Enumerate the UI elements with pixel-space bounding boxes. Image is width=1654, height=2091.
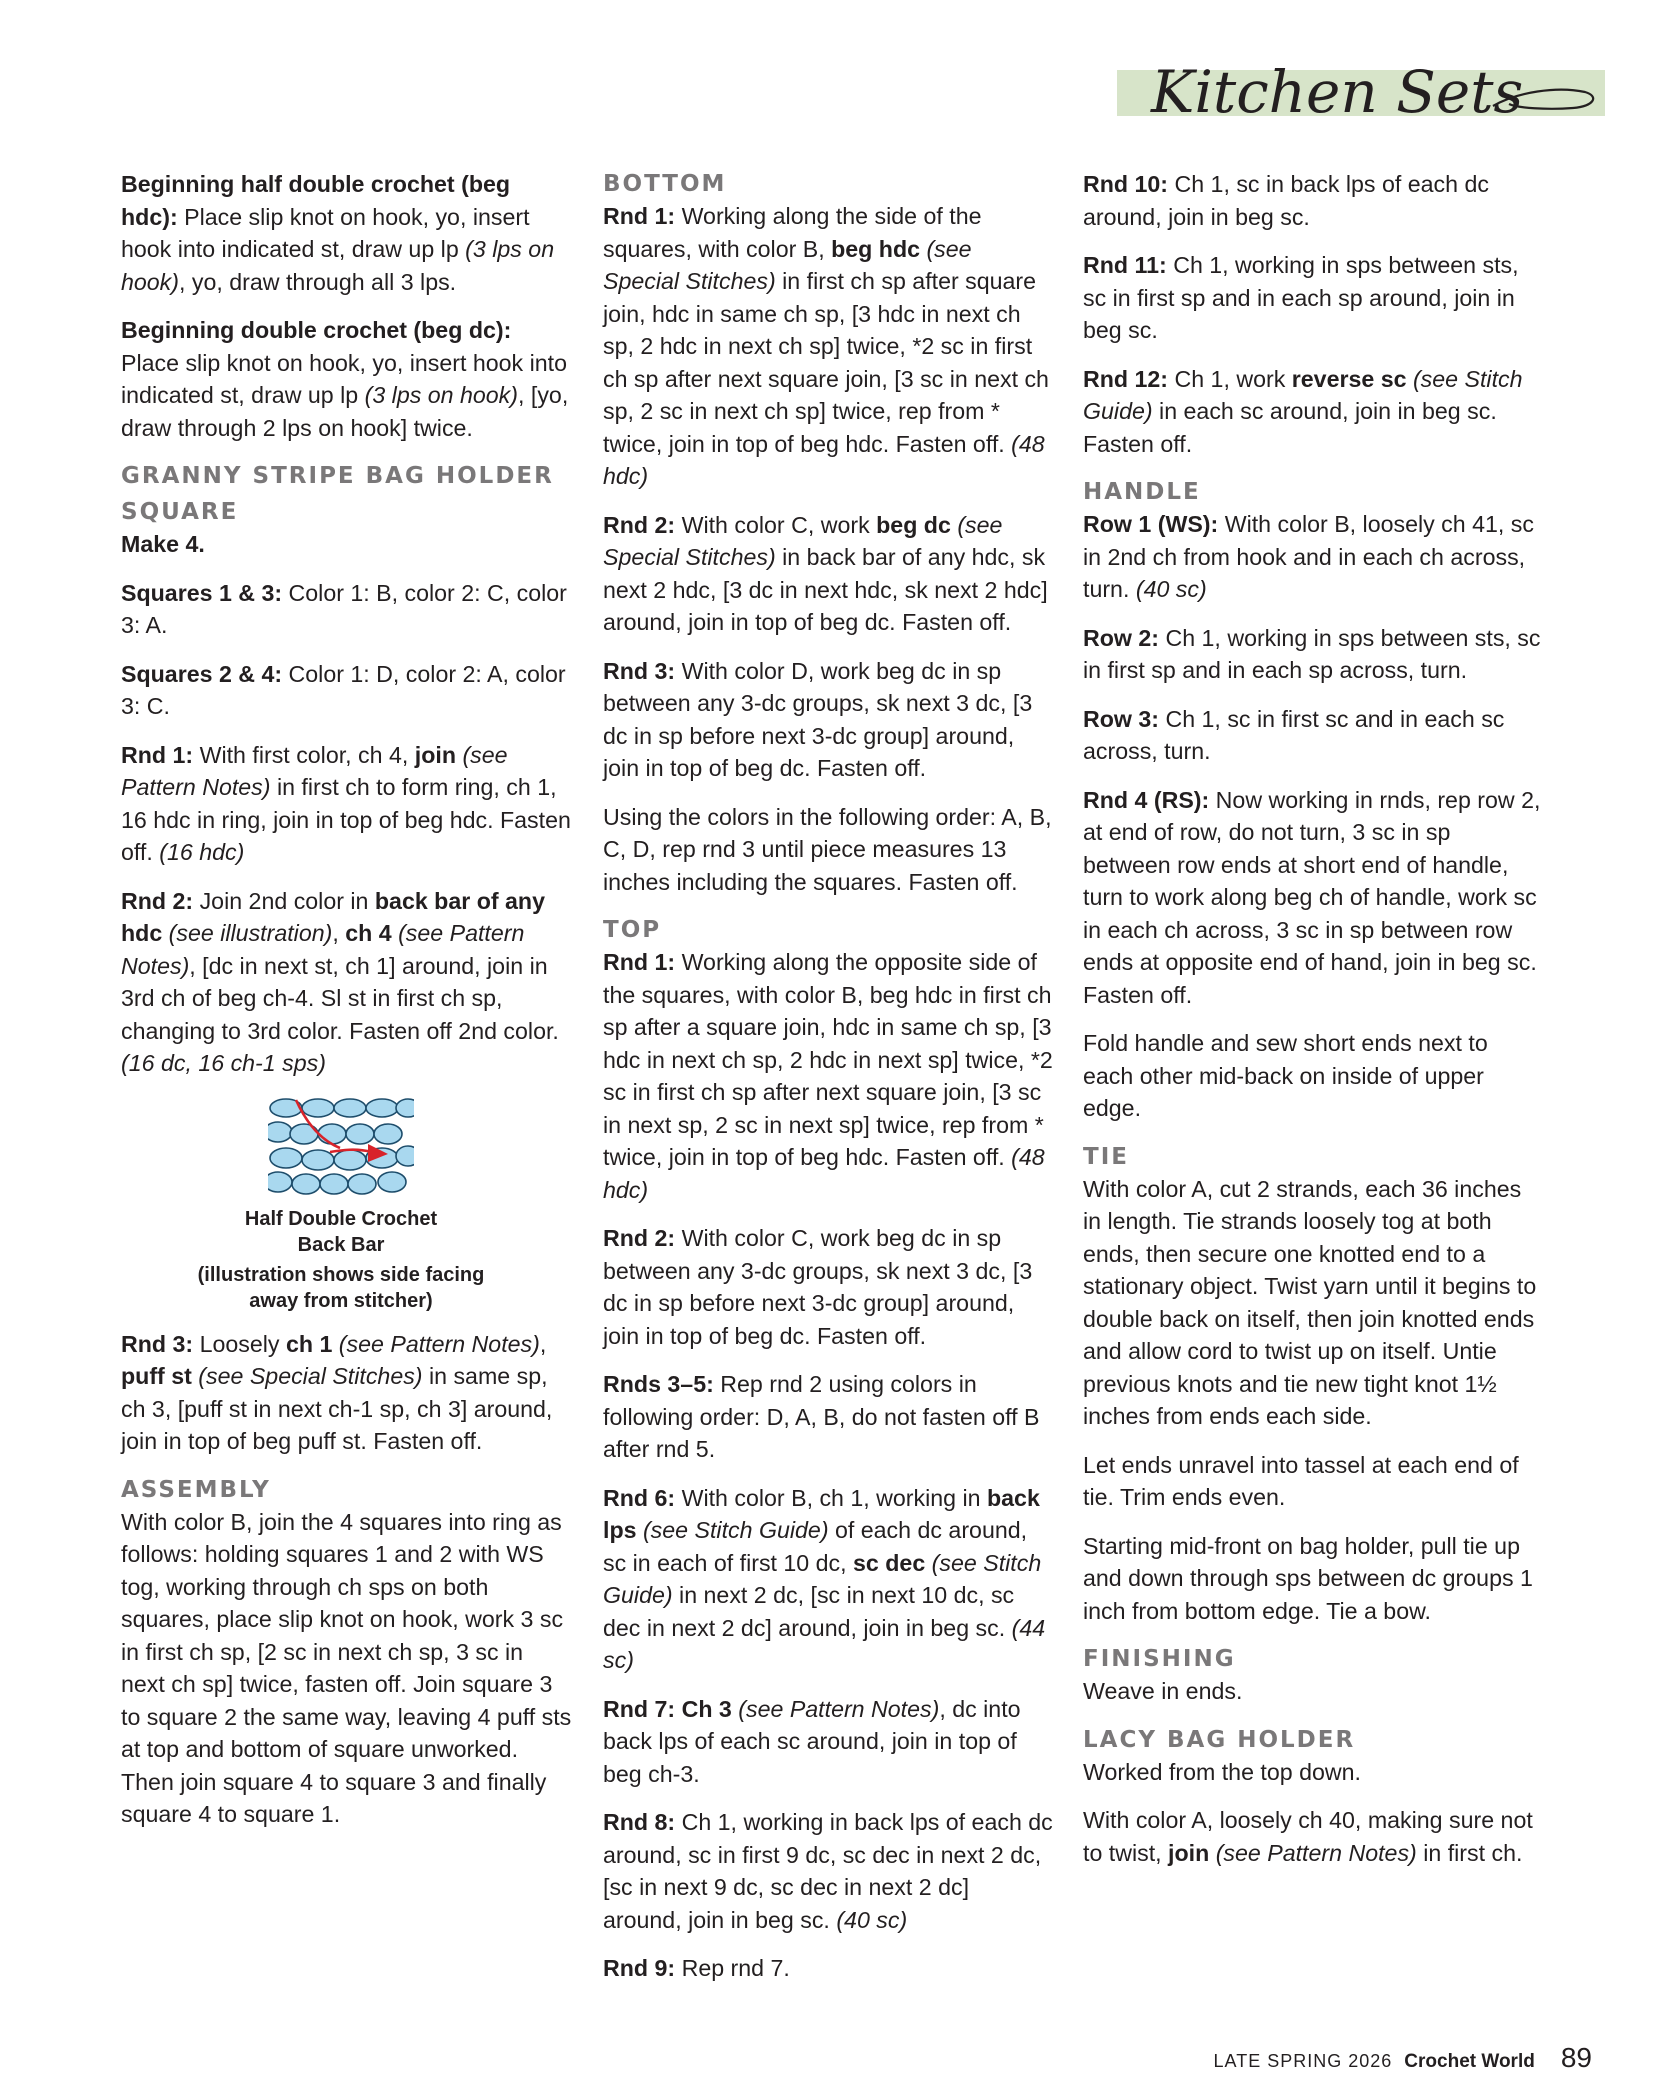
top-rnd-2: Rnd 2: With color C, work beg dc in sp between any 3-dc groups, sk next 3 dc, [3 dc in sp before next 3-dc group] around, join in top of beg dc. Fasten off. xyxy=(603,1225,1033,1349)
handle-fold: Fold handle and sew short ends next to each other mid-back on inside of upper edge. xyxy=(1083,1030,1488,1121)
paragraph-beg-hdc: Beginning half double crochet (beg hdc): Place slip knot on hook, yo, insert hook into indicated st, draw up lp (3 lps on hook), yo, draw through all 3 lps. xyxy=(121,171,555,295)
handle-row-2: Row 2: Ch 1, working in sps between sts, sc in first sp and in each sp across, turn. xyxy=(1083,624,1541,683)
squares-1-3: Squares 1 & 3: Color 1: B, color 2: C, color 3: A. xyxy=(121,579,567,638)
squares-2-4: Squares 2 & 4: Color 1: D, color 2: A, color 3: C. xyxy=(121,660,566,719)
column-3 xyxy=(1083,168,1543,1885)
handle-row-3: Row 3: Ch 1, sc in first sc and in each sc across, turn. xyxy=(1083,705,1505,764)
handle-row-1: Row 1 (WS): With color B, loosely ch 41, sc in 2nd ch from hook and in each ch across, turn. (40 sc) xyxy=(1083,511,1534,602)
tie-text: With color A, cut 2 strands, each 36 inches in length. Tie strands loosely tog at both ends, then secure one knotted end to a stationary object. Twist yarn until it begins to double back on itself, then join knotted ends and allow cord to twist up on itself. Untie previous knots and tie new tight knot 1½ inches from ends each side. xyxy=(1083,1175,1537,1429)
illustration-caption xyxy=(121,1206,561,1314)
top-rnd-1: Rnd 1: Working along the opposite side of the squares, with color B, beg hdc in first ch sp after a square join, hdc in same ch sp, [3 hdc in next ch sp, 2 hdc in next sp] twice, *2 sc in first ch sp after next square join, [3 sc in next sp, 2 sc in next sp] twice, rep from * twice, join in top of beg hdc. Fasten off. (48 hdc) xyxy=(603,949,1053,1203)
bottom-rnd-1: Rnd 1: Working along the side of the squares, with color B, beg hdc (see Special Stitches) in first ch sp after square join, hdc in same ch sp, [3 hdc in next ch sp, 2 hdc in next ch sp] twice, *2 sc in first ch sp after next square join, [3 sc in next ch sp, 2 sc in next ch sp] twice, rep from * twice, join in top of beg hdc. Fasten off. (48 hdc) xyxy=(603,203,1049,489)
paragraph-beg-dc: Beginning double crochet (beg dc): Place slip knot on hook, yo, insert hook into indicated st, draw up lp (3 lps on hook), [yo, draw through 2 lps on hook] twice. xyxy=(121,317,569,441)
stitch-illustration xyxy=(268,1092,414,1196)
assembly-text: With color B, join the 4 squares into ring as follows: holding squares 1 and 2 with WS tog, working through ch sps on both squares, place slip knot on hook, work 3 sc in first ch sp, [2 sc in next ch sp, 3 sc in next ch sp] twice, fasten off. Join square 3 to square 2 the same way, leaving 4 puff sts at top and bottom of square unworked. Then join square 4 to square 3 and finally square 4 to square 1. xyxy=(121,1508,572,1827)
issue-date: LATE SPRING 2026 xyxy=(1213,2051,1393,2071)
caption-line-2: Back Bar xyxy=(297,1233,385,1256)
bottom-color-order: Using the colors in the following order: A, B, C, D, rep rnd 3 until piece measures 13 inches including the squares. Fasten off. xyxy=(603,803,1052,895)
page-footer xyxy=(1214,2042,1592,2074)
bottom-rnd-3: Rnd 3: With color D, work beg dc in sp between any 3-dc groups, sk next 3 dc, [3 dc in sp before next 3-dc group] around, join in top of beg dc. Fasten off. xyxy=(603,657,1033,781)
caption-line-4: away from stitcher) xyxy=(249,1289,433,1312)
square-rnd-2: Rnd 2: Join 2nd color in back bar of any hdc (see illustration), ch 4 (see Pattern Notes), [dc in next st, ch 1] around, join in 3rd ch of beg ch-4. Sl st in first ch sp, changing to 3rd color. Fasten off 2nd color. (16 dc, 16 ch-1 sps) xyxy=(121,887,559,1076)
top-rnds-3-5: Rnds 3–5: Rep rnd 2 using colors in following order: D, A, B, do not fasten off B after rnd 5. xyxy=(603,1371,1040,1462)
top-rnd-12: Rnd 12: Ch 1, work reverse sc (see Stitch Guide) in each sc around, join in beg sc. Fasten off. xyxy=(1083,365,1523,457)
top-rnd-10: Rnd 10: Ch 1, sc in back lps of each dc around, join in beg sc. xyxy=(1083,171,1489,230)
handle-rnd-4: Rnd 4 (RS): Now working in rnds, rep row 2, at end of row, do not turn, 3 sc in sp between row ends at short end of handle, turn to work along beg ch of handle, work sc in each ch across, 3 sc in sp between row ends at opposite end of hand, join in beg sc. Fasten off. xyxy=(1083,786,1541,1008)
heading-lacy-bag-holder: LACY BAG HOLDER xyxy=(1083,1726,1356,1753)
heading-granny-stripe: GRANNY STRIPE BAG HOLDER xyxy=(121,463,554,489)
page-number: 89 xyxy=(1560,2042,1592,2073)
square-rnd-3: Rnd 3: Loosely ch 1 (see Pattern Notes), puff st (see Special Stitches) in same sp, ch 3, [puff st in next ch-1 sp, ch 3] around, join in top of beg puff st. Fasten off. xyxy=(121,1330,553,1454)
heading-finishing: FINISHING xyxy=(1083,1646,1236,1672)
heading-tie: TIE xyxy=(1083,1143,1129,1170)
square-rnd-1: Rnd 1: With first color, ch 4, join (see Pattern Notes) in first ch to form ring, ch 1, 16 hdc in ring, join in top of beg hdc. Fasten off. (16 hdc) xyxy=(121,741,571,865)
lacy-text-2: With color A, loosely ch 40, making sure not to twist, join (see Pattern Notes) in first ch. xyxy=(1083,1807,1533,1866)
heading-top: TOP xyxy=(603,917,662,943)
top-rnd-9: Rnd 9: Rep rnd 7. xyxy=(603,1955,790,1981)
top-rnd-8: Rnd 8: Ch 1, working in back lps of each dc around, sc in first 9 dc, sc dec in next 2 dc, [sc in next 9 dc, sc dec in next 2 dc] around, join in beg sc. (40 sc) xyxy=(603,1809,1053,1933)
hdc-back-bar-illustration xyxy=(121,1092,561,1314)
make-count: Make 4. xyxy=(121,531,205,557)
tie-text-3: Starting mid-front on bag holder, pull tie up and down through sps between dc groups 1 inch from bottom edge. Tie a bow. xyxy=(1083,1532,1533,1624)
heading-assembly: ASSEMBLY xyxy=(121,1476,271,1503)
column-1 xyxy=(121,168,573,1847)
top-rnd-6: Rnd 6: With color B, ch 1, working in back lps (see Stitch Guide) of each dc around, sc in each of first 10 dc, sc dec (see Stitch Guide) in next 2 dc, [sc in next 10 dc, sc dec in next 2 dc] around, join in beg sc. (44 sc) xyxy=(603,1484,1046,1673)
tie-text-2: Let ends unravel into tassel at each end of tie. Trim ends even. xyxy=(1083,1451,1519,1510)
top-rnd-7: Rnd 7: Ch 3 (see Pattern Notes), dc into back lps of each sc around, join in top of beg ch-3. xyxy=(603,1695,1021,1787)
section-title-script xyxy=(1117,52,1605,132)
magazine-name: Crochet World xyxy=(1404,2051,1535,2072)
heading-square: SQUARE xyxy=(121,499,239,525)
finishing-text: Weave in ends. xyxy=(1083,1678,1243,1704)
caption-line-3: (illustration shows side facing xyxy=(197,1263,485,1286)
top-rnd-11: Rnd 11: Ch 1, working in sps between sts, sc in first sp and in each sp around, join in beg sc. xyxy=(1083,252,1519,343)
heading-handle: HANDLE xyxy=(1083,479,1201,505)
heading-bottom: BOTTOM xyxy=(603,171,727,197)
bottom-rnd-2: Rnd 2: With color C, work beg dc (see Special Stitches) in back bar of any hdc, sk next 2 hdc, [3 dc in next hdc, sk next 2 hdc] around, join in top of beg dc. Fasten off. xyxy=(603,511,1048,635)
section-title: Kitchen Sets xyxy=(1151,58,1524,126)
section-tag xyxy=(1117,52,1605,126)
caption-line-1: Half Double Crochet xyxy=(244,1207,438,1230)
column-2 xyxy=(603,168,1053,2001)
lacy-text-1: Worked from the top down. xyxy=(1083,1758,1361,1785)
